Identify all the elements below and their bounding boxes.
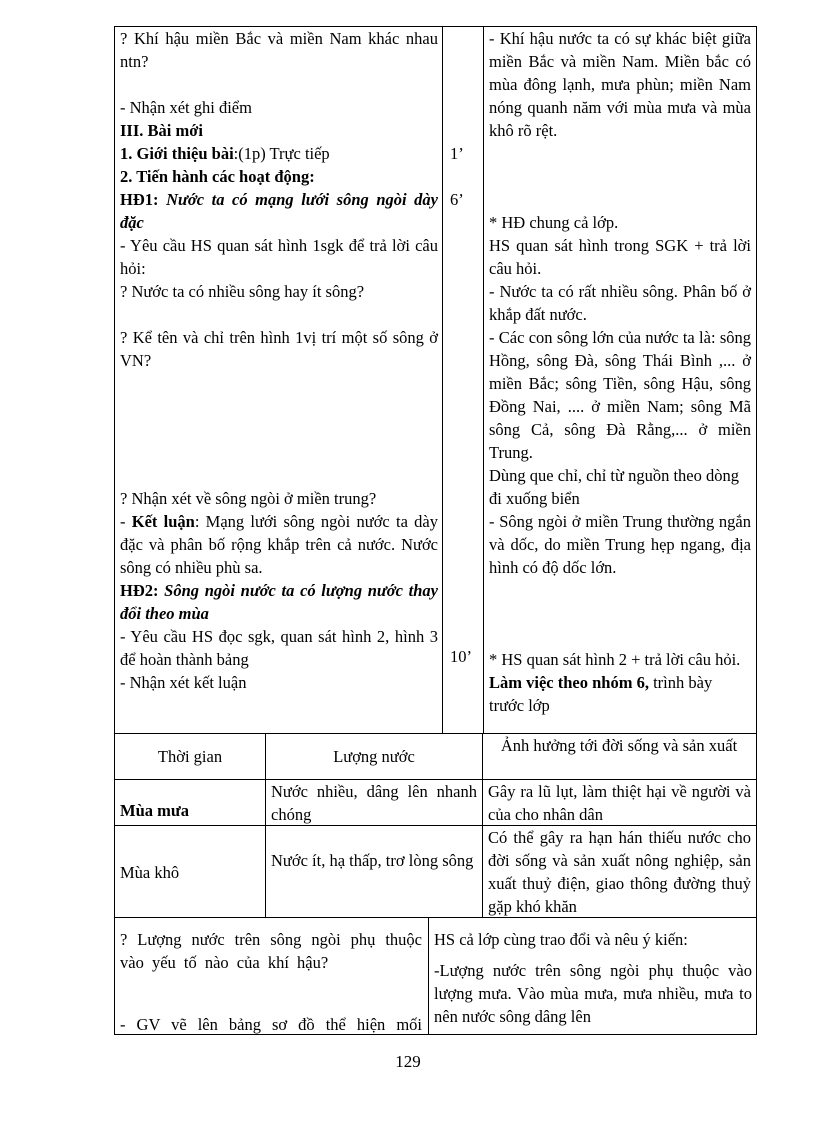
intro-label: 1. Giới thiệu bài	[120, 144, 234, 163]
bottom-right	[756, 917, 757, 1035]
time-3: 10’	[450, 647, 472, 666]
hd2-remark: - Nhận xét kết luận	[120, 673, 247, 692]
table-row-dry-water: Nước ít, hạ thấp, trơ lòng sông	[271, 851, 474, 870]
teacher-column	[120, 27, 438, 694]
time-col-right	[483, 26, 484, 734]
table-row-dry-effect: Có thể gây ra hạn hán thiếu nước cho đời sống và sản xuất nông nghiệp, sản xuất thuỷ điện, giao thông đường thuỷ gặp khó khăn	[488, 828, 751, 916]
remark-grading: - Nhận xét ghi điểm	[120, 98, 252, 117]
intro-line	[120, 142, 438, 165]
page-number: 129	[395, 1052, 421, 1071]
group-work	[489, 671, 751, 717]
hd1-question-central: ? Nhận xét về sông ngòi ở miền trung?	[120, 489, 377, 508]
bottom-left-cell	[120, 928, 422, 974]
time-1: 1’	[450, 144, 464, 163]
hd1-request: - Yêu cầu HS quan sát hình 1sgk để trả lời câu hỏi:	[120, 236, 438, 278]
hd1-question-count: ? Nước ta có nhiều sông hay ít sông?	[120, 282, 365, 301]
hd2-label: HĐ2:	[120, 581, 165, 600]
conclusion	[120, 510, 438, 579]
question-water-climate: ? Lượng nước trên sông ngòi phụ thuộc vào yếu tố nào của khí hậu?	[120, 930, 422, 972]
conclusion-prefix: -	[120, 512, 132, 531]
right-border-top	[756, 26, 757, 734]
answer-river-names: - Các con sông lớn của nước ta là: sông Hồng, sông Đà, sông Thái Bình ,... ở miền Bắc; sông Tiền, sông Hậu, sông Đồng Nai, .... ở miền Nam; sông Mã sông Cả, sông Đà Rằng,... ở miền Trung.	[489, 328, 751, 462]
class-discussion: HS cả lớp cùng trao đổi và nêu ý kiến:	[434, 930, 688, 949]
question-climate: ? Khí hậu miền Bắc và miền Nam khác nhau ntn?	[120, 29, 438, 71]
section-new-lesson: III. Bài mới	[120, 121, 203, 140]
bottom-left	[114, 917, 115, 1035]
table-row-rain-season: Mùa mưa	[120, 801, 190, 820]
conclusion-label: Kết luận	[131, 512, 195, 531]
answer-central-rivers: - Sông ngòi ở miền Trung thường ngắn và dốc, do miền Trung hẹp ngang, địa hình có độ dốc lớn.	[489, 512, 751, 577]
intro-text: :(1p) Trực tiếp	[233, 144, 330, 163]
hd2-observe: * HS quan sát hình 2 + trả lời câu hỏi.	[489, 650, 741, 669]
group-text: trình bày trước lớp	[489, 673, 713, 715]
hd2-heading	[120, 579, 438, 625]
hd1-question-names: ? Kể tên và chỉ trên hình 1vị trí một số sông ở VN?	[120, 328, 438, 370]
time-2: 6’	[450, 190, 464, 209]
answer-pointer: Dùng que chỉ, chỉ từ nguồn theo dòng đi xuống biển	[489, 466, 739, 508]
hd1-title: Nước ta có mạng lưới sông ngòi dày đặc	[120, 190, 438, 232]
observe-sgk: HS quan sát hình trong SGK + trả lời câu hỏi.	[489, 236, 751, 278]
answer-rainfall: -Lượng nước trên sông ngòi phụ thuộc vào lượng mưa. Vào mùa mưa, mưa nhiều, mưa to nên nước sông dâng lên	[434, 961, 752, 1026]
gv-diagram-line: - GV vẽ lên bảng sơ đồ thể hiện mối	[120, 1015, 422, 1034]
answer-climate: - Khí hậu nước ta có sự khác biệt giữa miền Bắc và miền Nam. Miền bắc có mùa đông lạnh, mưa phùn; miền Nam nóng quanh năm với mùa mưa và mùa khô rõ rệt.	[489, 29, 751, 140]
group-label: Làm việc theo nhóm 6,	[489, 673, 649, 692]
bottom-mid	[428, 917, 429, 1035]
table-row-rain-water: Nước nhiều, dâng lên nhanh chóng	[271, 782, 477, 824]
hd-whole-class: * HĐ chung cả lớp.	[489, 213, 619, 232]
table-row-rain-effect: Gây ra lũ lụt, làm thiệt hại về người và của cho nhân dân	[488, 782, 751, 824]
time-col-left	[442, 26, 443, 734]
answer-many-rivers: - Nước ta có rất nhiều sông. Phân bố ở khắp đất nước.	[489, 282, 751, 324]
hd1-heading	[120, 188, 438, 234]
student-column	[489, 27, 751, 717]
hd1-label: HĐ1:	[120, 190, 167, 209]
table-row-dry-season: Mùa khô	[120, 863, 180, 882]
conclusion-text: : Mạng lưới sông ngòi nước ta dày đặc và phân bố rộng khắp trên cả nước. Nước sông có nhiều phù sa.	[120, 512, 438, 577]
hd2-request: - Yêu cầu HS đọc sgk, quan sát hình 2, hình 3 để hoàn thành bảng	[120, 627, 438, 669]
bottom-right-cell	[434, 928, 752, 1028]
hd2-title: Sông ngòi nước ta có lượng nước thay đổi theo mùa	[120, 581, 438, 623]
activities-heading: 2. Tiến hành các hoạt động:	[120, 167, 315, 186]
table-header-time: Thời gian	[157, 747, 223, 766]
table-header-water: Lượng nước	[333, 747, 415, 766]
table-header-effect: Ảnh hưởng tới đời sống và sản xuất	[500, 736, 738, 755]
left-border-top	[114, 26, 115, 734]
